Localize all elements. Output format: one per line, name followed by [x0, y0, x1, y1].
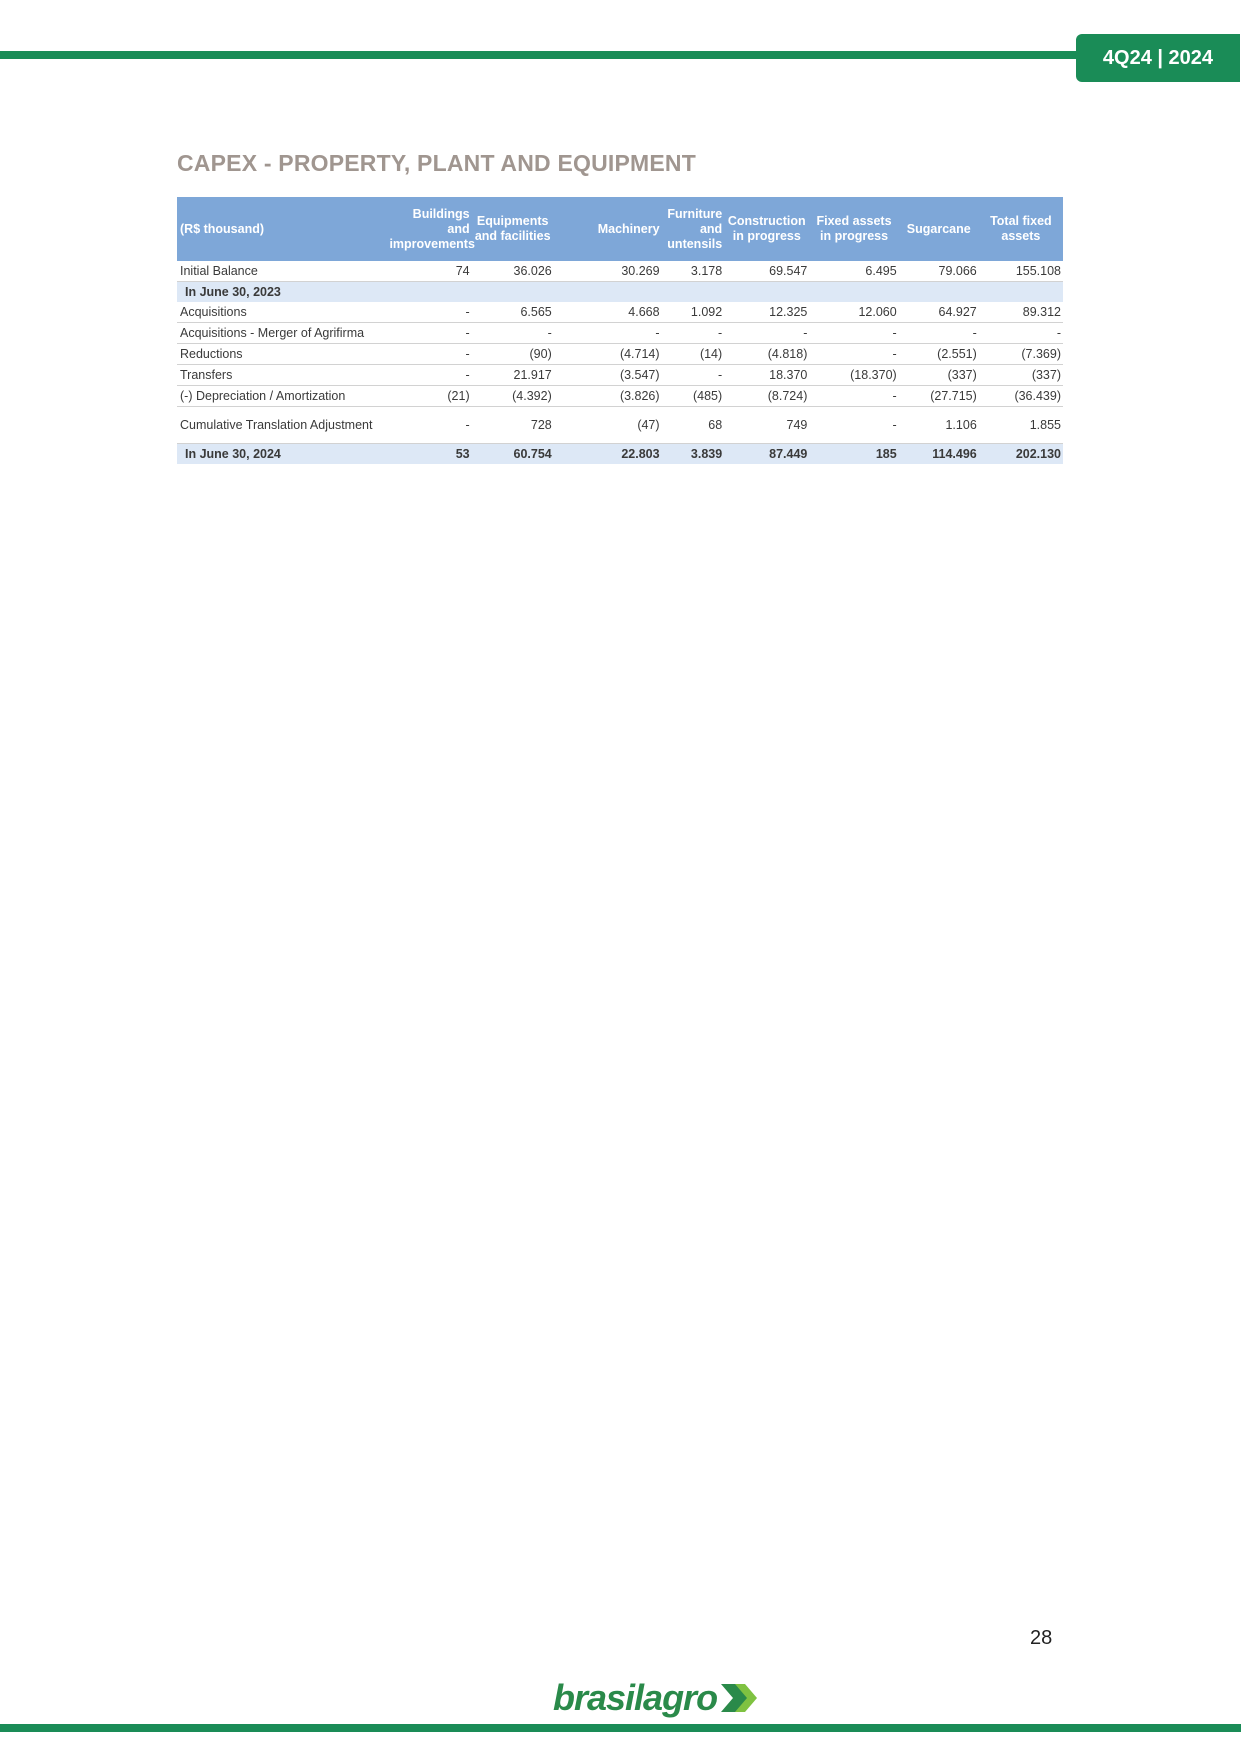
cell: 74: [387, 261, 471, 282]
column-header-total: Total fixed assets: [979, 197, 1063, 261]
period-badge: 4Q24 | 2024: [1076, 34, 1240, 82]
row-label: Transfers: [177, 365, 387, 386]
cell: 79.066: [899, 261, 979, 282]
cell: 4.668: [554, 302, 662, 323]
subheader-label: In June 30, 2023: [177, 282, 387, 303]
cell: (337): [899, 365, 979, 386]
section-title: CAPEX - PROPERTY, PLANT AND EQUIPMENT: [177, 150, 696, 176]
row-label: (-) Depreciation / Amortization: [177, 386, 387, 407]
cell: 3.839: [662, 444, 725, 465]
row-label: Initial Balance: [177, 261, 387, 282]
cell: -: [472, 323, 554, 344]
cell: (4.818): [724, 344, 809, 365]
cell: (27.715): [899, 386, 979, 407]
cell: -: [899, 323, 979, 344]
cell: 22.803: [554, 444, 662, 465]
cell: (485): [662, 386, 725, 407]
row-label: Reductions: [177, 344, 387, 365]
cell: -: [809, 323, 898, 344]
table-row-initial-balance: [177, 261, 1063, 282]
cell: (47): [554, 407, 662, 444]
cell: 21.917: [472, 365, 554, 386]
cell: (4.392): [472, 386, 554, 407]
cell: 1.106: [899, 407, 979, 444]
table-row-acquisitions-merger: [177, 323, 1063, 344]
row-label: In June 30, 2024: [177, 444, 387, 465]
cell: 749: [724, 407, 809, 444]
cell: 185: [809, 444, 898, 465]
row-label: Acquisitions: [177, 302, 387, 323]
cell: -: [387, 302, 471, 323]
column-header-buildings: Buildings and improvements: [387, 197, 471, 261]
cell: 6.495: [809, 261, 898, 282]
cell: 12.325: [724, 302, 809, 323]
cell: 36.026: [472, 261, 554, 282]
cell: -: [809, 407, 898, 444]
cell: (337): [979, 365, 1063, 386]
cell: -: [809, 344, 898, 365]
brand-logo: [553, 1673, 761, 1723]
cell: (7.369): [979, 344, 1063, 365]
page-number: 28: [1030, 1627, 1053, 1649]
top-accent-bar: [0, 51, 1080, 59]
cell: 30.269: [554, 261, 662, 282]
cell: (3.826): [554, 386, 662, 407]
column-header-fixed-assets-in-progress: Fixed assets in progress: [809, 197, 898, 261]
cell: 202.130: [979, 444, 1063, 465]
table-subheader-row: [177, 282, 1063, 303]
cell: 53: [387, 444, 471, 465]
cell: 68: [662, 407, 725, 444]
cell: (14): [662, 344, 725, 365]
cell: 114.496: [899, 444, 979, 465]
cell: 3.178: [662, 261, 725, 282]
cell: (4.714): [554, 344, 662, 365]
cell: (21): [387, 386, 471, 407]
table-header-row: [177, 197, 1063, 261]
table-row-reductions: [177, 344, 1063, 365]
column-header-machinery: Machinery: [554, 197, 662, 261]
cell: 64.927: [899, 302, 979, 323]
cell: (3.547): [554, 365, 662, 386]
table-row-transfers: [177, 365, 1063, 386]
cell: 1.092: [662, 302, 725, 323]
cell: 89.312: [979, 302, 1063, 323]
cell: -: [387, 323, 471, 344]
cell: 12.060: [809, 302, 898, 323]
logo-wordmark: brasilagro: [553, 1677, 718, 1718]
cell: (18.370): [809, 365, 898, 386]
column-header-sugarcane: Sugarcane: [899, 197, 979, 261]
chevron-logo-icon: [719, 1680, 761, 1716]
cell: -: [809, 386, 898, 407]
column-header-furniture: Furniture and untensils: [662, 197, 725, 261]
cell: -: [662, 323, 725, 344]
cell: (36.439): [979, 386, 1063, 407]
cell: 18.370: [724, 365, 809, 386]
table-row-closing-balance: [177, 444, 1063, 465]
column-header-unit: (R$ thousand): [177, 197, 387, 261]
table-row-translation-adjustment: [177, 407, 1063, 444]
cell: 6.565: [472, 302, 554, 323]
cell: (2.551): [899, 344, 979, 365]
cell: -: [387, 344, 471, 365]
row-label: Cumulative Translation Adjustment: [177, 407, 387, 444]
bottom-accent-bar: [0, 1724, 1241, 1732]
table-row-depreciation: [177, 386, 1063, 407]
cell: (90): [472, 344, 554, 365]
cell: -: [724, 323, 809, 344]
cell: -: [979, 323, 1063, 344]
cell: 155.108: [979, 261, 1063, 282]
row-label: Acquisitions - Merger of Agrifirma: [177, 323, 387, 344]
table-row-acquisitions: [177, 302, 1063, 323]
cell: 87.449: [724, 444, 809, 465]
capex-table: [177, 197, 1063, 464]
cell: 69.547: [724, 261, 809, 282]
column-header-construction: Construction in progress: [724, 197, 809, 261]
cell: 1.855: [979, 407, 1063, 444]
cell: 728: [472, 407, 554, 444]
cell: -: [387, 365, 471, 386]
column-header-equipments: Equipments and facilities: [472, 197, 554, 261]
cell: (8.724): [724, 386, 809, 407]
cell: -: [387, 407, 471, 444]
cell: -: [662, 365, 725, 386]
cell: -: [554, 323, 662, 344]
cell: 60.754: [472, 444, 554, 465]
